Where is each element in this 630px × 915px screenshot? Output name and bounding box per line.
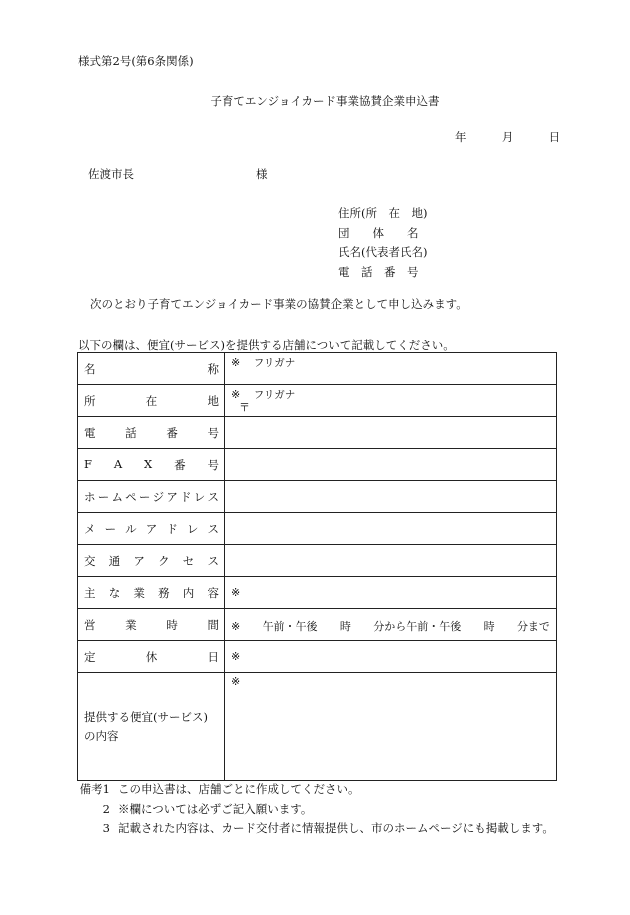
name-field[interactable]: [225, 353, 557, 385]
label-text: [84, 617, 219, 633]
label-char: ス: [207, 553, 219, 568]
label-char: ペ: [125, 489, 137, 504]
required-mark: ※: [231, 650, 241, 663]
table-note: 以下の欄は、便宜(サービス)を提供する店舗について記載してください。: [78, 338, 455, 352]
phone-field[interactable]: [225, 417, 557, 449]
row-label: [78, 609, 225, 641]
label-char: 所: [84, 393, 96, 408]
row-label: [78, 673, 225, 781]
service-label: 提供する便宜(サービス)の内容: [84, 709, 208, 743]
applicant-label: 団 体 名: [338, 225, 419, 240]
label-char: 号: [207, 425, 219, 440]
applicant-label: 氏名(代表者氏名): [338, 245, 428, 259]
label-char: ス: [207, 489, 219, 504]
label-char: 業: [125, 617, 137, 632]
label-char: 容: [207, 585, 219, 600]
label-char: ド: [166, 521, 178, 536]
date-year: 年: [455, 130, 467, 144]
remark-text: ※欄については必ずご記入願います。: [118, 801, 313, 816]
document-title: 子育てエンジョイカード事業協賛企業申込書: [210, 94, 440, 108]
table-row: [78, 545, 557, 577]
form-number: 様式第2号(第6条関係): [78, 54, 194, 68]
label-char: ム: [111, 489, 123, 504]
required-mark: ※: [231, 586, 241, 599]
addressee-honorific: 様: [256, 167, 268, 181]
remark-text: 記載された内容は、カード交付者に情報提供し、市のホームページにも掲載します。: [118, 821, 554, 835]
addressee-name: 佐渡市長: [88, 167, 134, 181]
label-char: レ: [193, 489, 206, 504]
business-field[interactable]: [225, 577, 557, 609]
table-row: [78, 449, 557, 481]
fax-field[interactable]: [225, 449, 557, 481]
label-char: レ: [186, 521, 199, 536]
applicant-label: 電 話 番 号: [338, 264, 419, 279]
remark-number: 備考1: [79, 782, 110, 796]
label-char: 話: [125, 425, 137, 440]
row-label: [78, 513, 225, 545]
label-char: 番: [166, 425, 178, 440]
intro-text: 次のとおり子育てエンジョイカード事業の協賛企業として申し込みます。: [90, 297, 468, 311]
label-text: [84, 585, 219, 601]
label-char: 交: [84, 553, 96, 568]
label-char: セ: [182, 553, 195, 568]
label-char: ア: [166, 489, 178, 504]
label-char: 日: [207, 649, 219, 664]
postal-mark: 〒: [239, 401, 250, 414]
label-char: 号: [207, 457, 219, 472]
time-minute-end: 分まで: [516, 620, 550, 633]
required-mark: ※: [231, 619, 241, 633]
label-char: 業: [133, 585, 145, 600]
label-char: ホ: [84, 489, 96, 504]
label-text: [84, 361, 219, 377]
label-char: 時: [166, 617, 178, 632]
label-char: 電: [84, 425, 96, 440]
label-char: 地: [207, 393, 219, 408]
label-text: [84, 649, 219, 665]
remark-number: 3: [102, 821, 110, 835]
label-char: ス: [207, 521, 219, 536]
time-hour-start: 時: [339, 620, 351, 633]
applicant-label: 住所(所 在 地): [338, 206, 428, 220]
table-row: [78, 513, 557, 545]
label-char: ー: [104, 521, 117, 536]
date-day: 日: [548, 130, 561, 144]
access-field[interactable]: [225, 545, 557, 577]
row-label: [78, 641, 225, 673]
label-char: 主: [84, 585, 96, 600]
remark-text: この申込書は、店舗ごとに作成してください。: [118, 782, 360, 796]
store-info-table: [77, 352, 557, 781]
label-char: A: [113, 456, 123, 471]
table-row: [78, 385, 557, 417]
label-text: [84, 521, 219, 537]
table-row: [78, 417, 557, 449]
label-char: ー: [97, 489, 110, 504]
label-char: 内: [182, 585, 195, 600]
required-mark: ※: [231, 675, 241, 688]
hours-field[interactable]: [225, 609, 557, 641]
furigana-label: フリガナ: [253, 357, 296, 369]
service-field[interactable]: [225, 673, 557, 781]
required-mark: ※: [231, 388, 241, 401]
label-char: 在: [145, 393, 158, 408]
label-text: [84, 489, 219, 505]
homepage-field[interactable]: [225, 481, 557, 513]
label-char: 通: [108, 553, 121, 568]
label-char: F: [84, 456, 92, 471]
row-label: [78, 577, 225, 609]
label-char: ジ: [152, 489, 165, 504]
table-row: [78, 641, 557, 673]
remark-item: [78, 800, 554, 820]
time-minute-start: 分から午前・午後: [373, 620, 462, 633]
label-char: メ: [84, 521, 96, 536]
table-row: [78, 609, 557, 641]
row-label: [78, 449, 225, 481]
row-label: [78, 481, 225, 513]
time-ampm-start: 午前・午後: [262, 620, 318, 633]
label-text: [84, 457, 219, 473]
table-row: [78, 481, 557, 513]
row-label: [78, 417, 225, 449]
table-row: [78, 577, 557, 609]
address-field[interactable]: [225, 385, 557, 417]
label-text: [84, 553, 219, 569]
label-char: ー: [138, 489, 151, 504]
addressee: [88, 166, 268, 182]
row-label: [78, 353, 225, 385]
row-label: [78, 545, 225, 577]
time-hour-end: 時: [483, 620, 495, 633]
label-text: [84, 393, 219, 409]
date-line: [455, 129, 560, 145]
label-char: ア: [133, 553, 145, 568]
row-label: [78, 385, 225, 417]
date-month: 月: [501, 130, 514, 144]
email-field[interactable]: [225, 513, 557, 545]
label-char: ル: [125, 521, 137, 536]
label-char: 営: [84, 617, 96, 632]
label-char: な: [108, 585, 121, 600]
label-char: ド: [180, 489, 192, 504]
remark-number: 2: [102, 801, 110, 816]
remark-item: [78, 819, 554, 839]
label-char: 名: [84, 361, 96, 376]
label-text: [84, 425, 219, 441]
holiday-field[interactable]: [225, 641, 557, 673]
table-row: [78, 353, 557, 385]
label-char: 番: [174, 457, 186, 472]
furigana-label: フリガナ: [253, 389, 296, 401]
remark-item: [78, 780, 554, 800]
label-char: X: [144, 456, 153, 471]
label-char: ア: [145, 521, 158, 536]
required-mark: ※: [231, 356, 241, 369]
table-row: [78, 673, 557, 781]
remarks: [78, 780, 554, 839]
label-char: 称: [207, 361, 219, 376]
applicant-block: [338, 204, 431, 282]
label-char: 務: [158, 585, 170, 600]
label-char: 定: [84, 649, 96, 664]
label-char: 間: [207, 617, 219, 632]
label-char: ク: [158, 553, 170, 568]
label-char: 休: [145, 649, 158, 664]
